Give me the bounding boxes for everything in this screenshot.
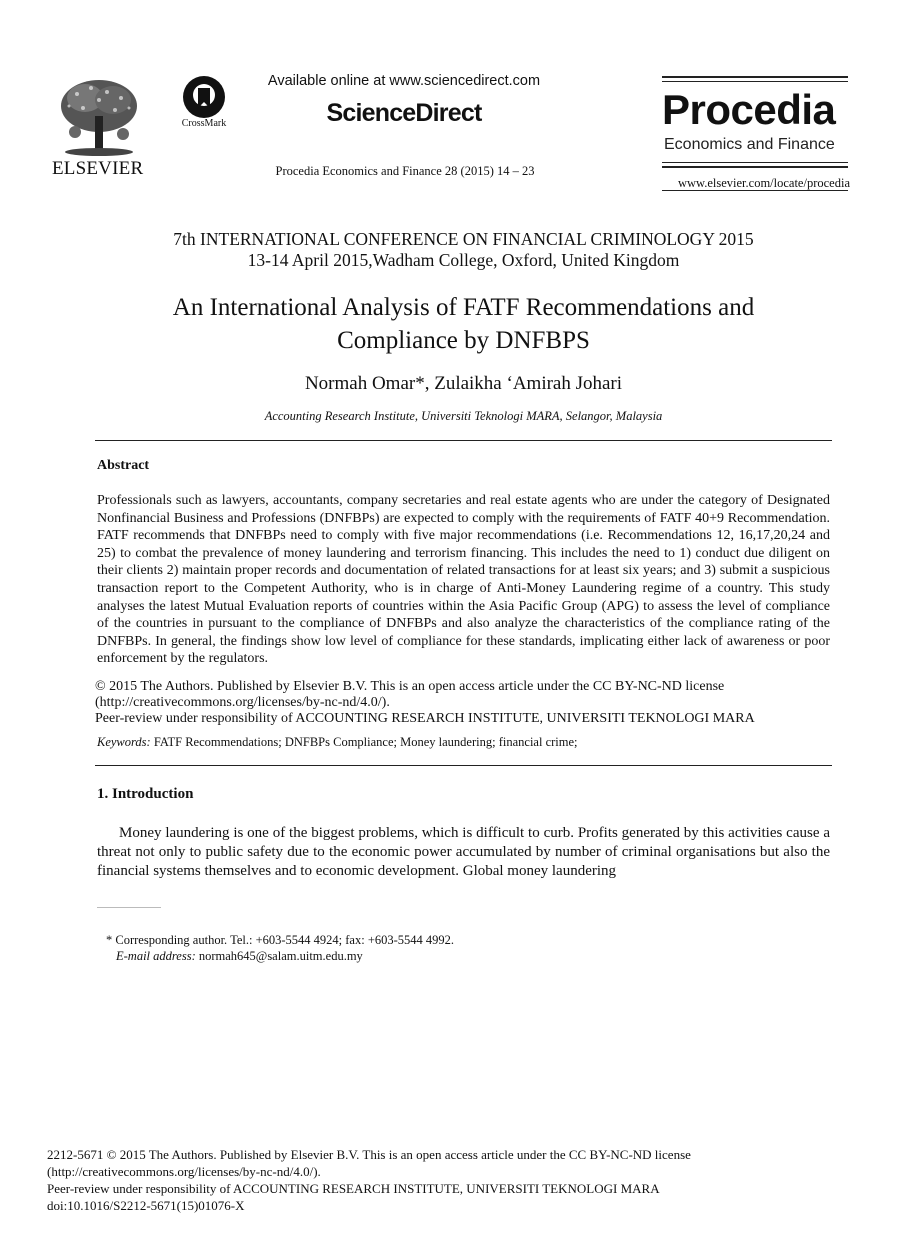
procedia-logo: Procedia: [662, 86, 836, 133]
license-text: © 2015 The Authors. Published by Elsevier B.V. This is an open access article under the CC BY-NC-ND license: [95, 679, 725, 694]
abstract-body: Professionals such as lawyers, accountants, company secretaries and real estate agents who are under the category of Designated Nonfinancial Business and Professions (DNFBPs) are expected to comply with the requirements of FATF 40+9 Recommendation. FATF recommends that DNFBPs need to comply with five major recommendations (i.e. Recommendations 12, 16,17,20,24 and 25) to combat the prevalence of money laundering and terrorism financing. This includes the need to 1) conduct due diligent on their clients 2) maintain proper records and documentation of related transactions for at least six years; and 3) submit a suspicious transaction report to the Competent Authority, who is in charge of Anti-Money Laundering regime of a country. This study analyses the latest Mutual Evaluation reports of countries within the Asia Pacific Group (APG) to assess the level of compliance of the countries in pursuant to the compliance of DNFBPs and also analyze the characteristics of the compliance rating of the DNFBPs. In general, the findings show low level of compliance for these standards, implicating either lack of awareness or poor enforcement by the regulators.: [97, 493, 830, 667]
authors: Normah Omar*, Zulaikha ‘Amirah Johari: [304, 373, 623, 394]
paper-title-line: Compliance by DNFBPS: [337, 327, 590, 354]
procedia-rule: [662, 162, 848, 163]
journal-citation: Procedia Economics and Finance 28 (2015) 14 – 23: [275, 164, 535, 178]
journal-url-link[interactable]: www.elsevier.com/locate/procedia: [677, 176, 850, 190]
abstract-heading: Abstract: [97, 458, 150, 473]
footer-license: 2212-5671 © 2015 The Authors. Published by Elsevier B.V. This is an open access article under the CC BY-NC-ND license: [47, 1147, 691, 1162]
procedia-rule: [662, 76, 848, 78]
procedia-rule: [662, 166, 848, 168]
procedia-rule: [662, 81, 848, 82]
footer-license-link[interactable]: (http://creativecommons.org/licenses/by-nc-nd/4.0/).: [47, 1164, 321, 1179]
footnote-rule: [97, 907, 161, 908]
paper-title: [10, 291, 907, 357]
available-online-text: Available online at www.sciencedirect.com: [267, 73, 541, 89]
affiliation: Accounting Research Institute, Universiti Teknologi MARA, Selangor, Malaysia: [264, 409, 663, 423]
sciencedirect-logo[interactable]: ScienceDirect: [326, 99, 482, 127]
email-note: [116, 949, 363, 964]
introduction-body: Money laundering is one of the biggest problems, which is difficult to curb. Profits generated by this activities cause a threat not only to public safety due to the economic power accumulated by number of criminal organisations but also the financial systems themselves and to economic development. Global money laundering: [97, 825, 830, 879]
keywords-list: FATF Recommendations; DNFBPs Compliance; Money laundering; financial crime;: [153, 735, 578, 749]
footer-doi[interactable]: doi:10.1016/S2212-5671(15)01076-X: [47, 1198, 245, 1213]
elsevier-tree-logo: [55, 76, 143, 156]
peer-review-text: Peer-review under responsibility of ACCOUNTING RESEARCH INSTITUTE, UNIVERSITI TEKNOLOGI MARA: [95, 711, 755, 727]
elsevier-wordmark: ELSEVIER: [52, 158, 144, 179]
crossmark-icon[interactable]: [181, 74, 227, 120]
page-footer: [47, 1146, 867, 1214]
keywords: [97, 735, 837, 750]
paper-title-line: An International Analysis of FATF Recommendations and: [172, 294, 755, 321]
keywords-label: Keywords:: [97, 735, 151, 749]
license-link[interactable]: (http://creativecommons.org/licenses/by-nc-nd/4.0/).: [95, 695, 390, 711]
section-divider: [95, 440, 832, 441]
crossmark-label: CrossMark: [181, 118, 227, 129]
conference-date-venue: 13-14 April 2015,Wadham College, Oxford, United Kingdom: [247, 250, 680, 270]
license-block: [95, 679, 835, 728]
corresponding-author-note: * Corresponding author. Tel.: +603-5544 4924; fax: +603-5544 4992.: [106, 933, 455, 947]
footer-peer-review: Peer-review under responsibility of ACCOUNTING RESEARCH INSTITUTE, UNIVERSITI TEKNOLOGI MARA: [47, 1181, 660, 1196]
section-divider: [95, 765, 832, 766]
procedia-rule: [662, 190, 848, 191]
email-address[interactable]: normah645@salam.uitm.edu.my: [198, 949, 363, 963]
procedia-subtitle: Economics and Finance: [664, 136, 835, 153]
email-label: E-mail address:: [116, 949, 196, 963]
introduction-heading: 1. Introduction: [97, 786, 194, 802]
conference-name: 7th INTERNATIONAL CONFERENCE ON FINANCIAL CRIMINOLOGY 2015: [173, 229, 754, 249]
